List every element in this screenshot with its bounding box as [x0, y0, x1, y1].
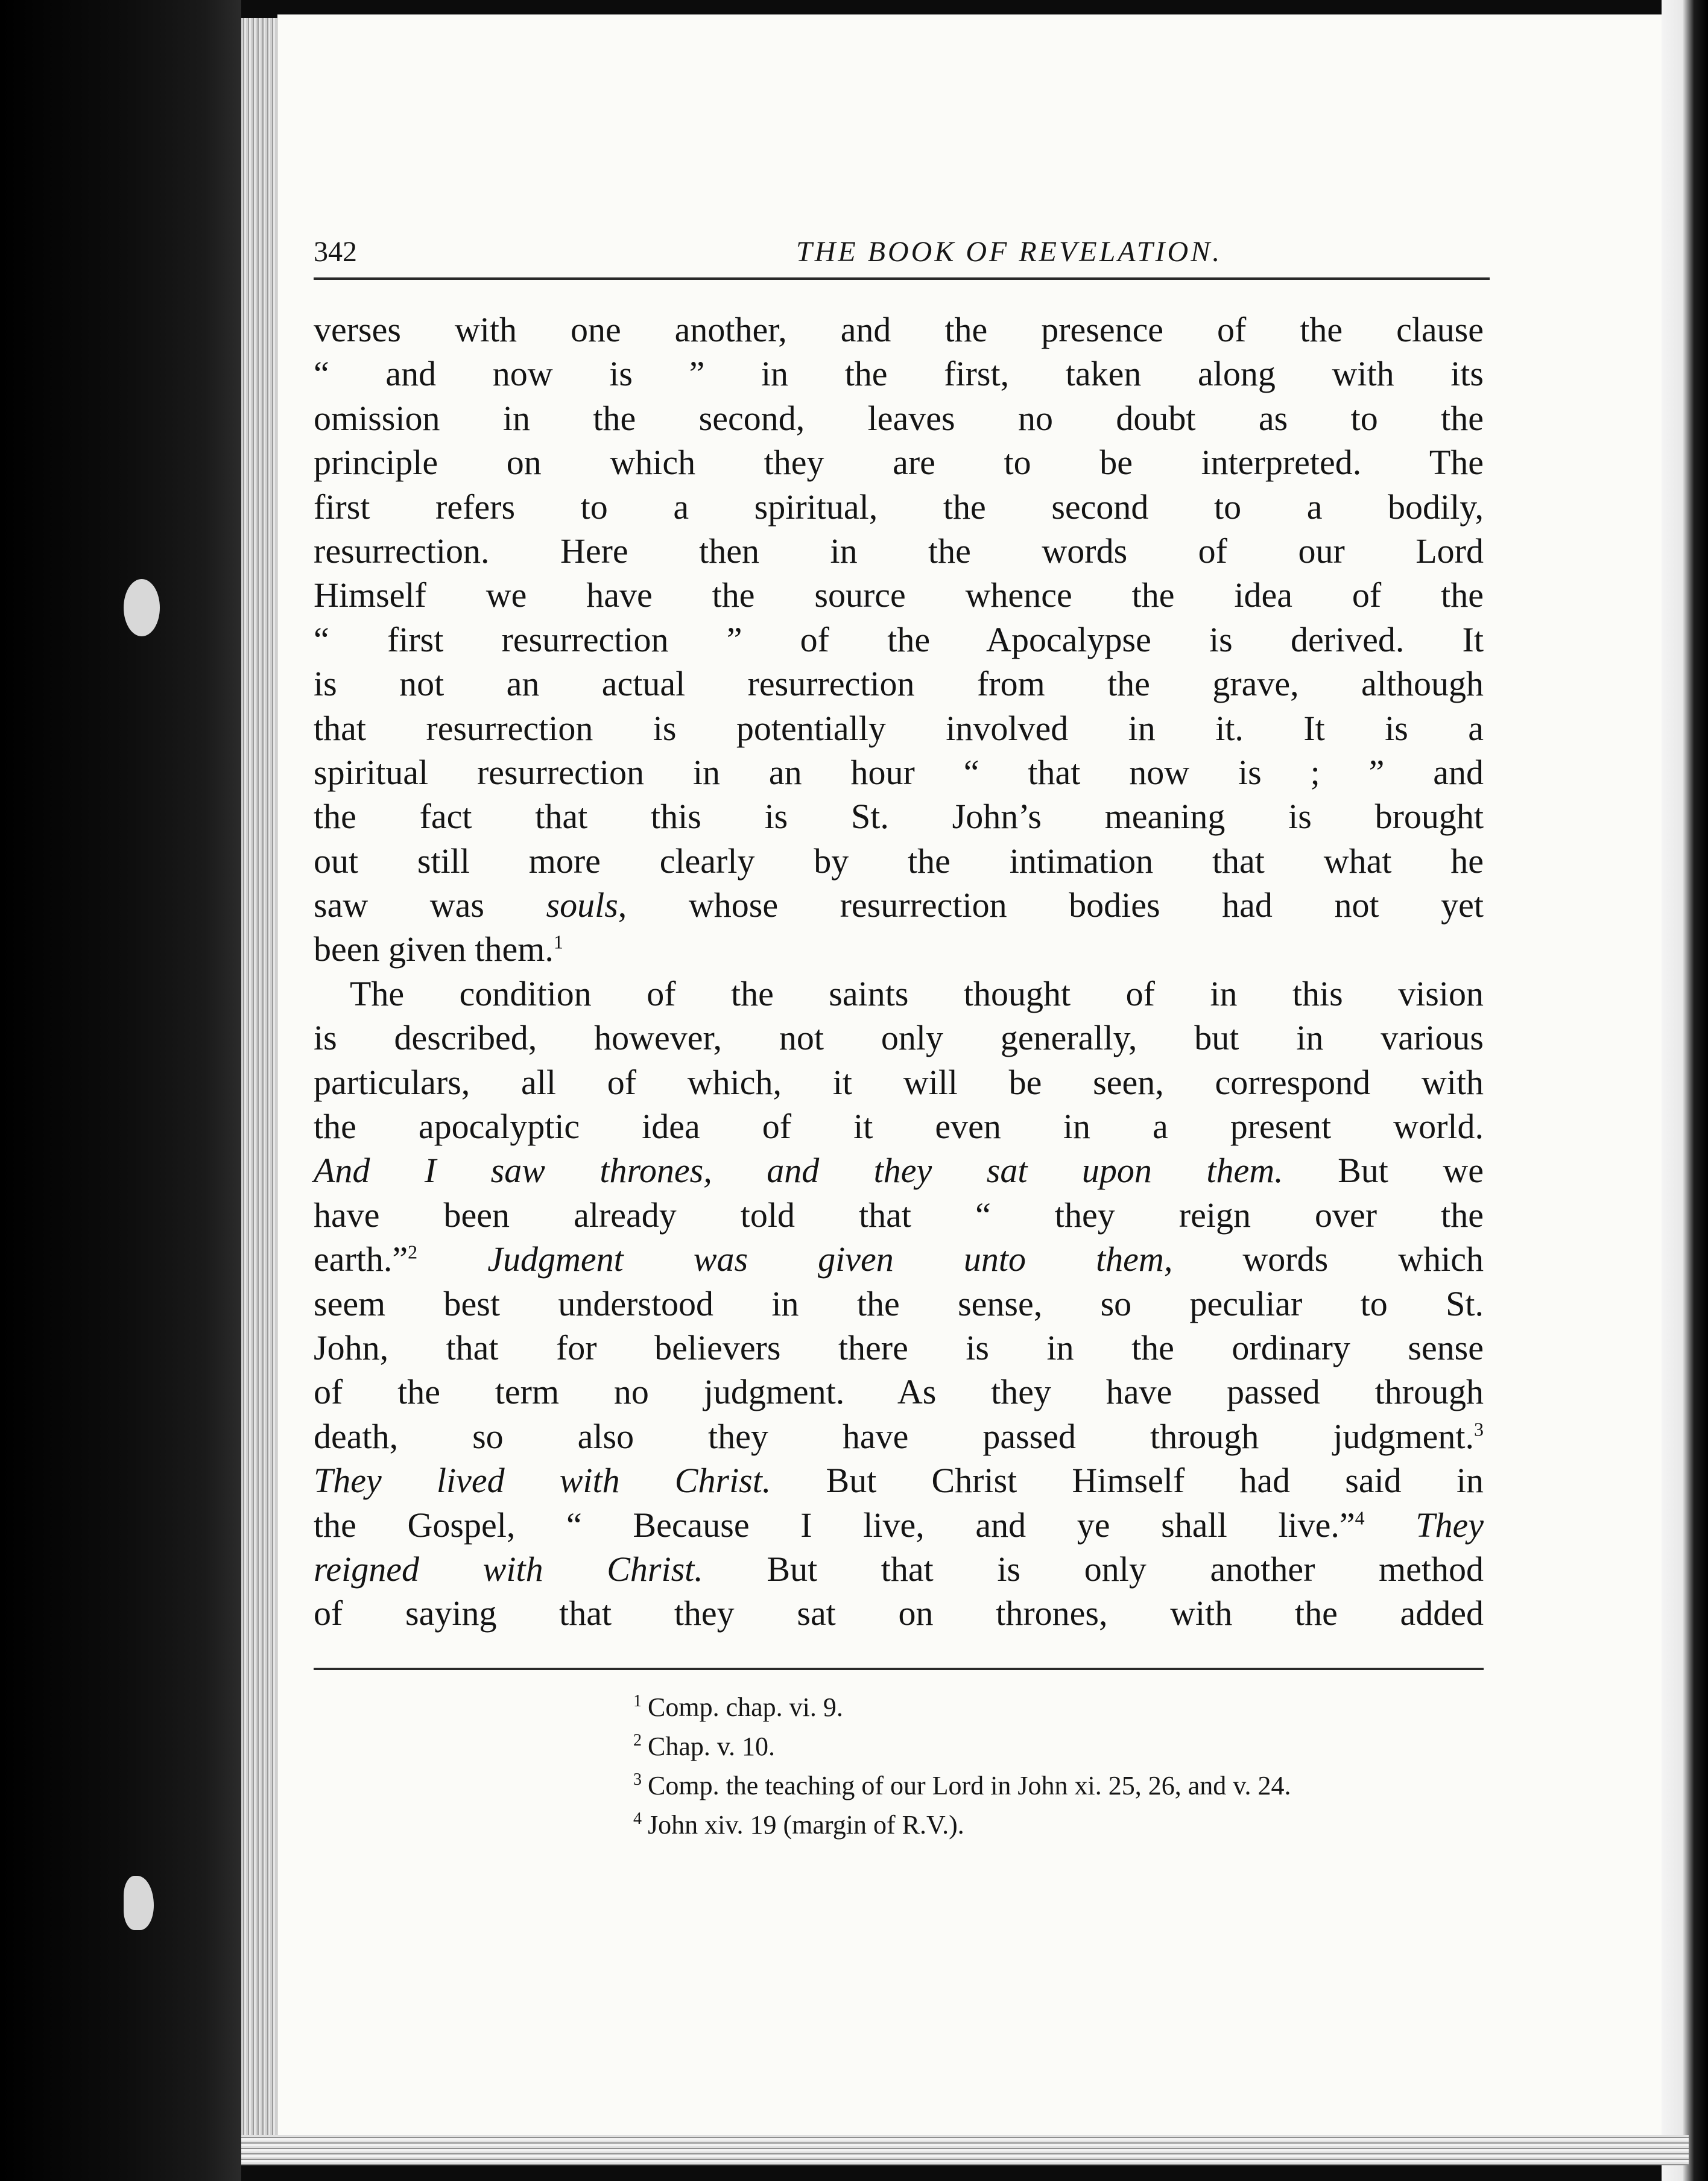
text-line: The condition of the saints thought of in this vision — [350, 973, 1484, 1013]
text-line: death, so also they have passed through judgment.$^3$ — [314, 1416, 1484, 1456]
text-line: the fact that this is St. John’s meaning is brought — [314, 797, 1484, 837]
text-line: of saying that they sat on thrones, with the added — [314, 1594, 1484, 1633]
footnote-marker: 4 — [1355, 1507, 1365, 1529]
spine-wear-mark — [124, 1876, 154, 1930]
footnote-marker: 3 — [1474, 1418, 1484, 1440]
body-text — [314, 308, 1484, 1636]
italic-phrase: And I saw thrones, and they sat upon them. — [314, 1151, 1283, 1191]
footnote-number: 2 — [633, 1731, 642, 1750]
text-line: have been already told that “ they reign over the — [314, 1195, 1484, 1235]
footnote-number: 4 — [633, 1809, 642, 1829]
text-line: “ first resurrection ” of the Apocalypse is derived. It — [314, 619, 1484, 659]
footnote-marker: 2 — [408, 1241, 418, 1263]
page-number: 342 — [314, 236, 357, 268]
text-line: They lived with Christ. But Christ Himself had said in — [314, 1461, 1484, 1501]
text-line: verses with one another, and the presence of the clause — [314, 310, 1484, 349]
text-line: earth.”$^2$ Judgment was given unto them, words which — [314, 1239, 1484, 1279]
text-line: resurrection. Here then in the words of our Lord — [314, 531, 1484, 571]
text-line: of the term no judgment. As they have passed through — [314, 1372, 1484, 1412]
text-line: the Gospel, “ Because I live, and ye shall live.”$^4$ They — [314, 1505, 1484, 1545]
footnote-marker: 1 — [553, 931, 563, 954]
text-line: omission in the second, leaves no doubt as to the — [314, 398, 1484, 438]
italic-phrase: reigned with Christ. — [314, 1549, 703, 1589]
footnote: $^4$ John xiv. 19 (margin of R.V.). — [633, 1809, 964, 1840]
text-line: seem best understood in the sense, so peculiar to St. — [314, 1284, 1484, 1323]
spine-wear-mark — [124, 579, 160, 636]
text-line: saw was souls, whose resurrection bodies had not yet — [314, 885, 1484, 925]
italic-phrase: souls — [546, 885, 618, 925]
footnote-rule — [314, 1668, 1484, 1670]
text-line: out still more clearly by the intimation that what he — [314, 841, 1484, 881]
book-spine — [0, 0, 241, 2181]
text-line: first refers to a spiritual, the second to a bodily, — [314, 487, 1484, 527]
text-line: been given them.$^1$ — [314, 929, 563, 969]
header-rule — [314, 277, 1490, 280]
page-edges-right — [1662, 0, 1708, 2181]
page-edges-left — [241, 18, 277, 2165]
text-line: John, that for believers there is in the ordinary sense — [314, 1328, 1484, 1367]
text-line: that resurrection is potentially involved in it. It is a — [314, 708, 1484, 748]
text-line: principle on which they are to be interpreted. The — [314, 443, 1484, 483]
text-line: And I saw thrones, and they sat upon them. But we — [314, 1151, 1484, 1191]
text-line: is described, however, not only generally, but in various — [314, 1018, 1484, 1058]
running-title: THE BOOK OF REVELATION. — [796, 236, 1222, 268]
page-edges-bottom — [241, 2135, 1689, 2165]
footnote-number: 3 — [633, 1770, 642, 1790]
italic-phrase: Judgment was given unto them, — [487, 1239, 1173, 1279]
footnote: $^1$ Comp. chap. vi. 9. — [633, 1692, 843, 1722]
text-line: particulars, all of which, it will be seen, correspond with — [314, 1062, 1484, 1102]
footnotes — [633, 1688, 1490, 1844]
text-line: “ and now is ” in the first, taken along with its — [314, 354, 1484, 394]
footnote-number: 1 — [633, 1692, 642, 1711]
text-line: Himself we have the source whence the idea of the — [314, 575, 1484, 615]
text-line: spiritual resurrection in an hour “ that now is ; ” and — [314, 752, 1484, 792]
footnote: $^2$ Chap. v. 10. — [633, 1731, 776, 1761]
footnote: $^3$ Comp. the teaching of our Lord in John xi. 25, 26, and v. 24. — [633, 1770, 1291, 1800]
italic-phrase: They — [1415, 1505, 1484, 1545]
text-line: is not an actual resurrection from the grave, although — [314, 664, 1484, 704]
text-line: reigned with Christ. But that is only another method — [314, 1549, 1484, 1589]
text-line: the apocalyptic idea of it even in a present world. — [314, 1107, 1484, 1147]
italic-phrase: They lived with Christ. — [314, 1461, 771, 1501]
